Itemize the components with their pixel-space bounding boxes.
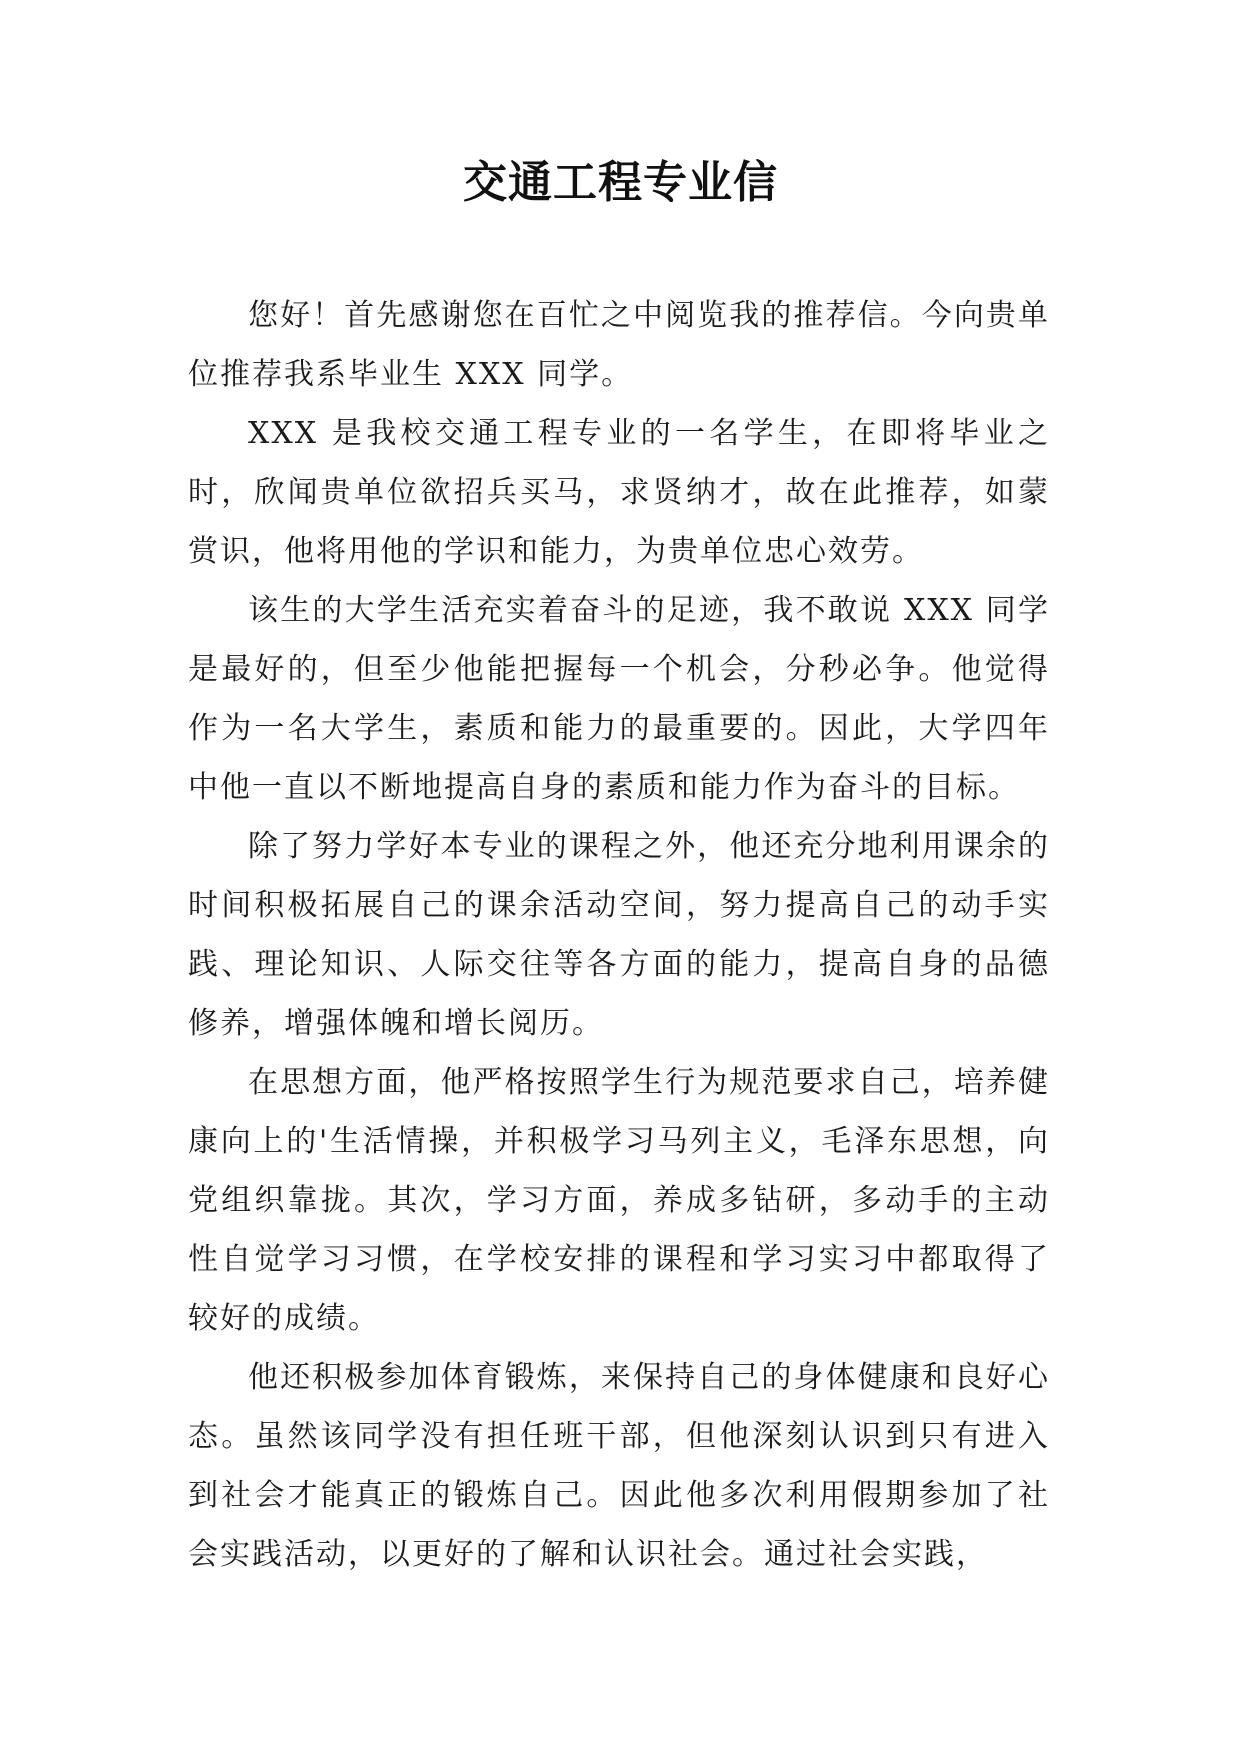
document-title: 交通工程专业信 [463, 157, 778, 208]
paragraph-social-practice: 他还积极参加体育锻炼，来保持自己的身体健康和良好心态。虽然该同学没有担任班干部，但他深刻认识到只有进入到社会才能真正的锻炼自己。因此他多次利用假期参加了社会实践活动，以更好的了解和认识社会。通过社会实践， [188, 1360, 1050, 1572]
paragraph-introduction: XXX 是我校交通工程专业的一名学生，在即将毕业之时，欣闻贵单位欲招兵买马，求贤纳才，故在此推荐，如蒙赏识，他将用他的学识和能力，为贵单位忠心效劳。 [188, 416, 1050, 569]
paragraph-university-life: 该生的大学生活充实着奋斗的足迹，我不敢说 XXX 同学是最好的，但至少他能把握每一个机会，分秒必争。他觉得作为一名大学生，素质和能力的最重要的。因此，大学四年中他一直以不断地提高自身的素质和能力作为奋斗的目标。 [188, 593, 1050, 805]
paragraph-extracurricular: 除了努力学好本专业的课程之外，他还充分地利用课余的时间积极拓展自己的课余活动空间，努力提高自己的动手实践、理论知识、人际交往等各方面的能力，提高自身的品德修养，增强体魄和增长阅历。 [188, 829, 1050, 1041]
document-body [188, 286, 1050, 1584]
paragraph-ideology-study: 在思想方面，他严格按照学生行为规范要求自己，培养健康向上的'生活情操，并积极学习马列主义，毛泽东思想，向党组织靠拢。其次，学习方面，养成多钻研，多动手的主动性自觉学习习惯，在学校安排的课程和学习实习中都取得了较好的成绩。 [188, 1065, 1050, 1336]
paragraph-greeting: 您好！首先感谢您在百忙之中阅览我的推荐信。今向贵单位推荐我系毕业生 XXX 同学。 [188, 298, 1050, 392]
